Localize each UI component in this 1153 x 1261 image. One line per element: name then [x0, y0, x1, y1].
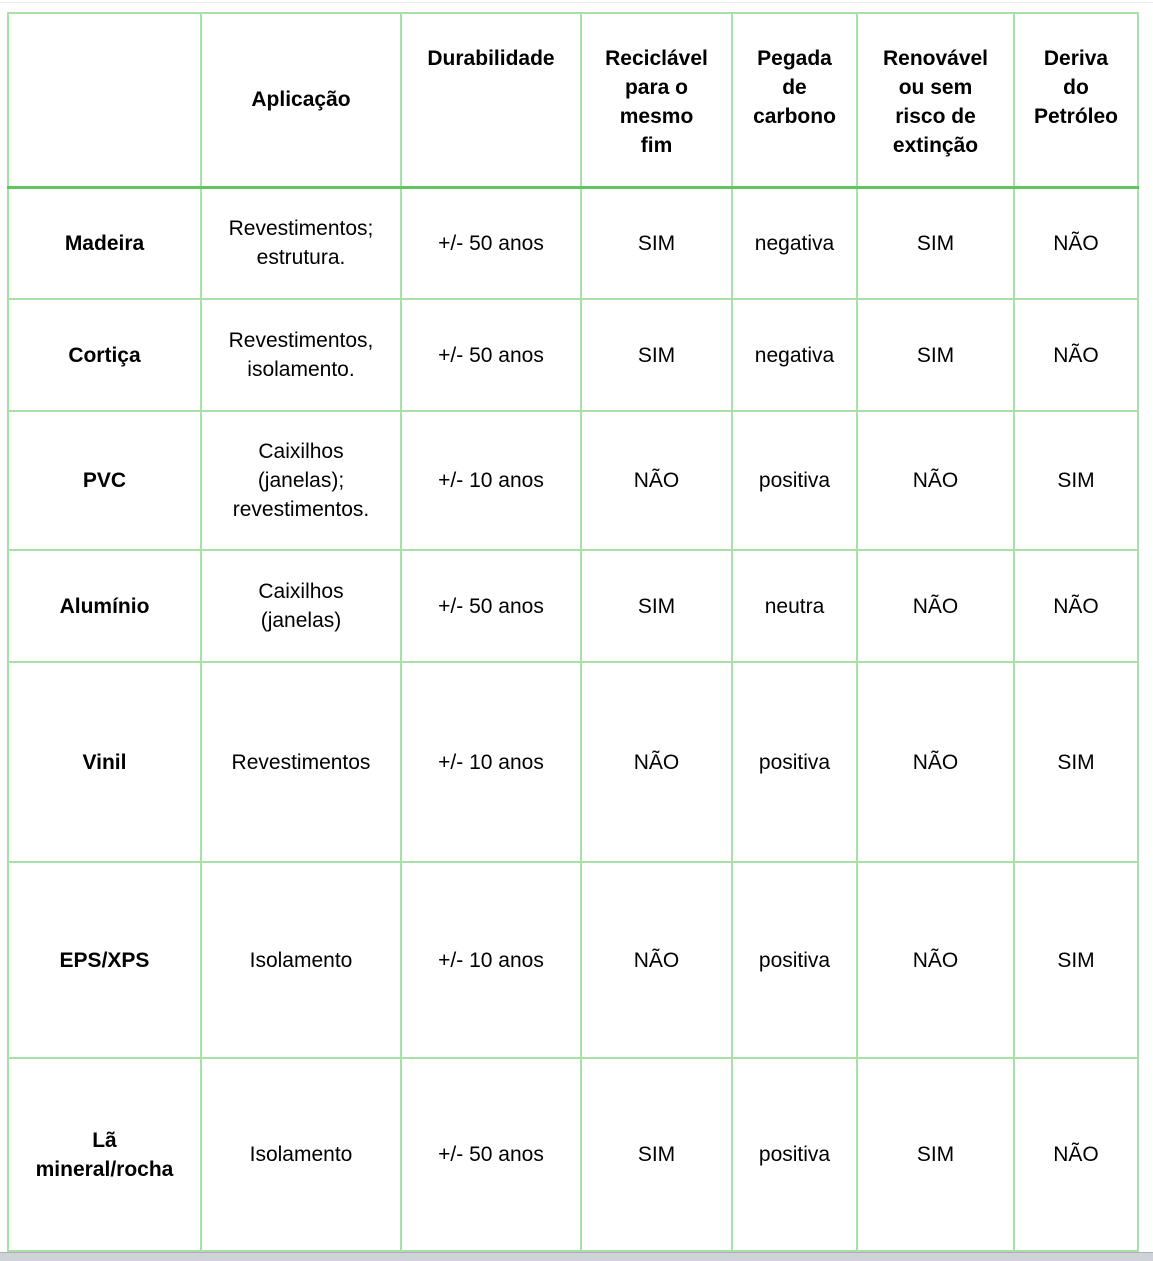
cell-renovavel: NÃO — [857, 550, 1014, 662]
cell-durabilidade: +/- 10 anos — [401, 862, 581, 1058]
cell-aplicacao: Caixilhos (janelas) — [201, 550, 401, 662]
materials-comparison-table — [7, 12, 1139, 1252]
cell-reciclavel: SIM — [581, 1058, 732, 1251]
cell-aplicacao: Revestimentos, isolamento. — [201, 299, 401, 411]
cell-reciclavel: NÃO — [581, 862, 732, 1058]
cell-reciclavel: SIM — [581, 187, 732, 299]
table-row-eps-xps — [8, 862, 1138, 1058]
table-row-madeira — [8, 187, 1138, 299]
cell-deriva: NÃO — [1014, 550, 1138, 662]
table-row-pvc — [8, 411, 1138, 550]
cell-durabilidade: +/- 50 anos — [401, 299, 581, 411]
material-name: PVC — [8, 411, 201, 550]
material-name: Alumínio — [8, 550, 201, 662]
cell-durabilidade: +/- 50 anos — [401, 1058, 581, 1251]
cell-pegada: positiva — [732, 411, 857, 550]
header-aplicacao: Aplicação — [201, 13, 401, 187]
cell-deriva: SIM — [1014, 862, 1138, 1058]
material-name: Lã mineral/rocha — [8, 1058, 201, 1251]
cell-reciclavel: SIM — [581, 299, 732, 411]
cell-renovavel: NÃO — [857, 411, 1014, 550]
cell-renovavel: SIM — [857, 299, 1014, 411]
material-name: EPS/XPS — [8, 862, 201, 1058]
cell-deriva: NÃO — [1014, 299, 1138, 411]
table-row-la-mineral — [8, 1058, 1138, 1251]
cell-pegada: positiva — [732, 662, 857, 862]
horizontal-scrollbar-track[interactable] — [0, 1252, 1153, 1261]
table-row-cortica — [8, 299, 1138, 411]
cell-aplicacao: Revestimentos — [201, 662, 401, 862]
header-reciclavel: Reciclável para o mesmo fim — [581, 13, 732, 187]
cell-renovavel: SIM — [857, 1058, 1014, 1251]
header-pegada-carbono: Pegada de carbono — [732, 13, 857, 187]
cell-durabilidade: +/- 50 anos — [401, 187, 581, 299]
cell-aplicacao: Isolamento — [201, 862, 401, 1058]
cell-durabilidade: +/- 50 anos — [401, 550, 581, 662]
material-name: Vinil — [8, 662, 201, 862]
cell-pegada: negativa — [732, 299, 857, 411]
window-top-divider — [0, 2, 1153, 3]
cell-deriva: SIM — [1014, 662, 1138, 862]
cell-aplicacao: Revestimentos; estrutura. — [201, 187, 401, 299]
cell-deriva: SIM — [1014, 411, 1138, 550]
table-row-aluminio — [8, 550, 1138, 662]
header-deriva-petroleo: Deriva do Petróleo — [1014, 13, 1138, 187]
cell-pegada: positiva — [732, 862, 857, 1058]
table-row-vinil — [8, 662, 1138, 862]
material-name: Madeira — [8, 187, 201, 299]
cell-renovavel: SIM — [857, 187, 1014, 299]
header-durabilidade: Durabilidade — [401, 13, 581, 187]
cell-renovavel: NÃO — [857, 662, 1014, 862]
cell-reciclavel: NÃO — [581, 411, 732, 550]
header-material — [8, 13, 201, 187]
cell-reciclavel: SIM — [581, 550, 732, 662]
cell-aplicacao: Isolamento — [201, 1058, 401, 1251]
material-name: Cortiça — [8, 299, 201, 411]
header-row — [8, 13, 1138, 187]
cell-deriva: NÃO — [1014, 187, 1138, 299]
header-renovavel: Renovável ou sem risco de extinção — [857, 13, 1014, 187]
cell-pegada: negativa — [732, 187, 857, 299]
cell-renovavel: NÃO — [857, 862, 1014, 1058]
cell-durabilidade: +/- 10 anos — [401, 662, 581, 862]
cell-aplicacao: Caixilhos (janelas); revestimentos. — [201, 411, 401, 550]
cell-durabilidade: +/- 10 anos — [401, 411, 581, 550]
cell-deriva: NÃO — [1014, 1058, 1138, 1251]
cell-pegada: neutra — [732, 550, 857, 662]
cell-reciclavel: NÃO — [581, 662, 732, 862]
cell-pegada: positiva — [732, 1058, 857, 1251]
